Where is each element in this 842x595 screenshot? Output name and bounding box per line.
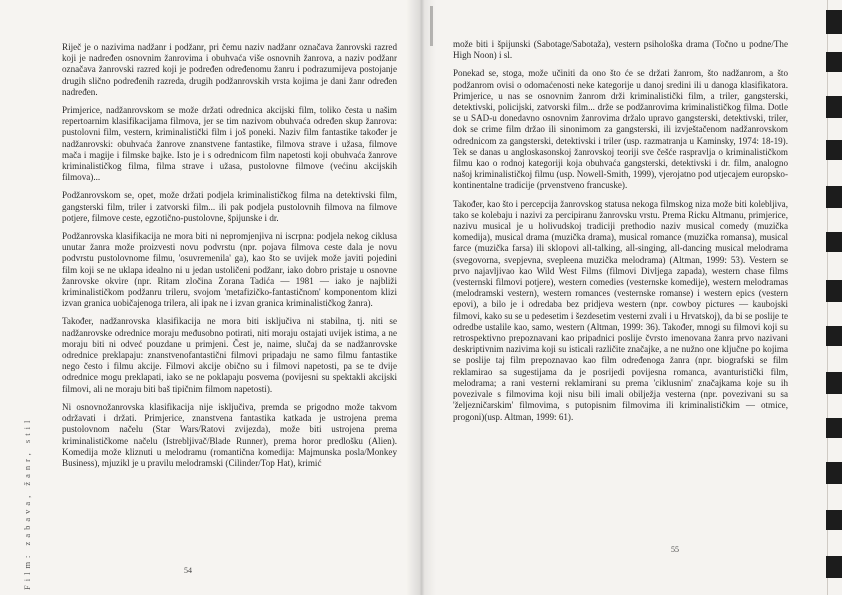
paragraph: Također, nadžanrovska klasifikacija ne mora biti isključiva ni stabilna, tj. niti se nadžanrovske odrednice moraju međusobno potirati, niti moraju ostajati uvijek istima, a ne moraju biti ni odveć pouzdane u primjeni. Čest je, naime, slučaj da se nadžanrovske odrednice preklapaju: znanstvenofantastični filmovi pripadaju ne samo filmu fantastike nego često i filmu akcije. Filmovi akcije obično su i filmovi napetosti, pa se te dvije odrednice mogu preklapati, iako se ne poklapaju posvema (povijesni su spektakli akcijski filmovi, ali ne moraju biti baš tipičnim filmom napetosti).: [62, 316, 397, 394]
paragraph: Ni osnovnožanrovska klasifikacija nije isključiva, premda se prigodno može takvom održavati i držati. Primjerice, znanstvena fantastika katkada je ustrojena prema pustolovnom načelu (Star Wars/Ratovi zvijezda), može biti ustrojena prema kriminalističkome načelu (Istrebljivač/Blade Runner), prema horor predlošku (Alien). Komedija može kliznuti u melodramu (romantična komedija: Majmunska posla/Monkey Business), mjuzikl je u pravilu melodramski (Cilinder/Top Hat), krimić: [62, 401, 397, 468]
edge-tab: [826, 556, 842, 578]
paragraph: Riječ je o nazivima nadžanr i podžanr, pri čemu naziv nadžanr označava žanrovski razred koji je nadređen osnovnim žanrovima i obuhvaća više osnovnih žanrova, a naziv podžanr označava žanrovski razred koji je podređen određenomu žanru i podrazumijeva postojanje drugih slično podređenih razreda, drugih podžanrovskih vrsta kojima je dani žanr određen nadređen.: [62, 42, 397, 97]
paragraph: Ponekad se, stoga, može učiniti da ono što će se držati žanrom, što nadžanrom, a što podžanrom ovisi o odomaćenosti neke kategorije u danoj sredini ili u danoga klasifikatora. Primjerice, u nas se osnovnim žanrom drži kriminalistički film, a triler, gangsterski, detektivski, policijski, zatvorski film... drže se podžanrovima kriminalističkog filma. Dotle se u SAD-u donedavno osnovnim žanrovima držalo upravo gangsterski, detektivski, triler, dok se crime film držao ili sinonimom za gangsterski, ili izvještačenom nadžanrovskom odrednicom za gangsterski, detektivski i triler (usp. razmatranja u Kaminsky, 1974: 18-19). Tek se danas u angloskasonskoj žanrovskoj teoriji sve češće raspravlja o kriminalističkom filmu kao o rodnoj kategoriji koja obuhvaća gangsterski, detektivski i dr. film, analogno našoj kriminalističkoj filmu (usp. Nowell-Smith, 1999), vjerojatno pod utjecajem europsko-kontinentalne tradicije (prvenstveno francuske).: [453, 68, 788, 191]
left-text-column: [62, 42, 397, 476]
edge-tab: [826, 140, 842, 160]
edge-tab: [826, 418, 842, 438]
edge-tab: [826, 326, 842, 346]
edge-tab: [826, 232, 842, 252]
paragraph: može biti i špijunski (Sabotage/Sabotaža), vestern psihološka drama (Točno u podne/The High Noon) i sl.: [453, 39, 788, 61]
running-head: Film: zabava, žanr, stil: [22, 416, 32, 590]
edge-tab: [826, 10, 842, 34]
edge-tab: [826, 462, 842, 484]
edge-tab: [826, 96, 842, 118]
edge-tab: [826, 52, 842, 72]
gutter-mark: [430, 6, 433, 46]
edge-tab: [826, 510, 842, 530]
edge-tab: [826, 186, 842, 208]
edge-tab: [826, 372, 842, 394]
page-number: 55: [671, 545, 679, 554]
page-number: 54: [184, 566, 192, 575]
paragraph: Podžanrovskom se, opet, može držati podjela kriminalističkog filma na detektivski film, gangsterski film, triler i zatvorski film... ili pak podjela pustolovnih filmova na filmove potjere, filmove ceste, egzotično-pustolovne, špijunske i dr.: [62, 190, 397, 223]
page-edge-tabs: [814, 0, 842, 595]
paragraph: Podžanrovska klasifikacija ne mora biti ni nepromjenjiva ni iscrpna: podjela nekog ciklusa unutar žanra može proizvesti novu podvrstu (npr. pojava filmova ceste dala je novu podvrstu pustolovnome filmu, 'osuvremenila' ga), kao što se uvijek može javiti pojedini film koji se ne uklapa idealno ni u jedan ustoličeni podžanr, iako dobro pristaje u osnovne žanrovske okvire (npr. Ritam zločina Zorana Tadića — 1981 — iako je najbliži kriminalističkom podžanru trileru, svojom 'metafizičko-fantastičnom' komponentom klizi izvan granica uobičajenoga trilera, ali ipak ne i izvan granica kriminalističkog žanra).: [62, 231, 397, 309]
paragraph: Također, kao što i percepcija žanrovskog statusa nekoga filmskog niza može biti kolebljiva, tako se kolebaju i nazivi za percipiranu žanrovsku vrstu. Prema Ricku Altmanu, primjerice, nazivu musical je u holivudskoj tradiciji prethodio naziv musical comedy (muzička komedija), musical drama (muzička drama), musical romance (muzička romansa), musical farce (muzička farsa) ili sklopovi all-talking, all-singing, all-dancing musical melodrama (svegovorna, svepjevna, svepleena muzička melodrama) (Altman, 1999: 53). Vestern se prvo najavljivao kao Wild West Films (filmovi Divljega zapada), western chase films (vesternski filmovi potjere), western comedies (vesternske komedije), western melodramas (melodramski vestern), western romances (vesternske romanse) i western epics (vestern epovi), a bilo je i odredaba bez pridjeva western (npr. cowboy pictures — kaubojski filmovi, kako su se u pedesetim i šezdesetim vesterni zvali i u Hrvatskoj), da bi se poslije te odredbe ustalile kao, samo, western (Altman, 1999: 36). Također, mnogi su filmovi koji su retrospektivno prepoznavani kao pripadnici poslije čvrsto imenovana žanra prvo nazivani deskriptivnim nazivima koji su isticali različite značajke, a ne nužno one ključne po kojima se poslije taj film prepoznavao kao film određenoga žanra (npr. biografski se film reklamirao sa sugestijama da je posrijedi povijesna romanca, avanturistički film, melodrama; a rani vesterni reklamirani su prema 'ciklusnim' značajkama koje su ih povezivale s filmovima koji nisu bili imali obilježja vesterna (npr. povezivani su sa 'željezničarskim' filmovima, s putopisnim filmovima ili kriminalističkim — otmice, progoni)(usp. Altman, 1999: 61).: [453, 198, 788, 422]
book-gutter: [406, 0, 436, 595]
edge-tab: [826, 280, 842, 302]
left-page: [0, 0, 420, 595]
paragraph: Primjerice, nadžanrovskom se može držati odrednica akcijski film, toliko česta u našim repertoarnim klasifikacijama filmova, jer se tim nazivom obuhvaća određen skup žanrova: pustolovni film, vestern, kriminalistički film i još poneki. Naziv film fantastike također je nadžanrovski: obuhvaća žanrove znanstvene fantastike, filmova strave i užasa, filmove mača i magije i filmske bajke. Isto je i s odrednicom film napetosti koji obuhvaća žanrove kriminalističkog filma, filma strave i užasa, pustolovne filmove (većinu akcijskih filmova)...: [62, 105, 397, 183]
right-page: [420, 0, 842, 595]
right-text-column: [453, 39, 788, 430]
